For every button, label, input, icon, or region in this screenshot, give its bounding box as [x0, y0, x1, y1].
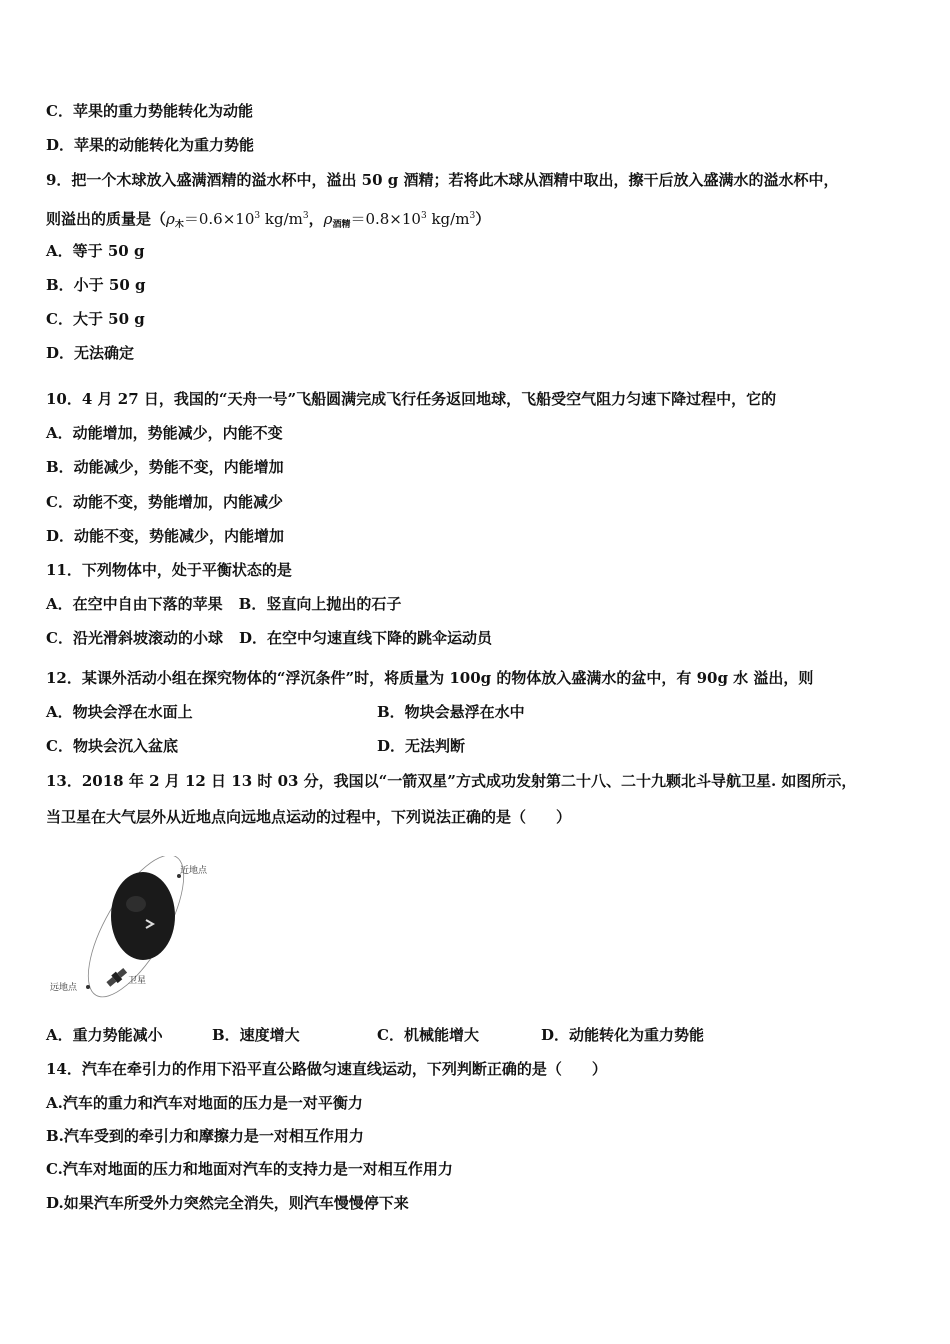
satellite-icon — [105, 966, 128, 988]
q13-option-d: D．动能转化为重力势能 — [541, 1026, 705, 1044]
q14-option-c: C.汽车对地面的压力和地面对汽车的支持力是一对相互作用力 — [46, 1160, 453, 1178]
q11-options-row2 — [46, 628, 492, 648]
q14-option-b: B.汽车受到的牵引力和摩擦力是一对相互作用力 — [46, 1127, 364, 1145]
q9-option-d: D．无法确定 — [46, 344, 135, 362]
label-satellite: 卫星 — [128, 976, 147, 986]
q9-option-a: A．等于 50 g — [46, 242, 145, 260]
q14-option-d: D.如果汽车所受外力突然完全消失，则汽车慢慢停下来 — [46, 1194, 409, 1212]
q13-option-a: A．重力势能减小 — [46, 1026, 163, 1044]
q12-option-c: C．物块会沉入盆底 — [46, 737, 178, 755]
q14-option-a: A.汽车的重力和汽车对地面的压力是一对平衡力 — [46, 1094, 363, 1112]
q14-stem: 14．汽车在牵引力的作用下沿平直公路做匀速直线运动，下列判断正确的是（ ） — [46, 1060, 607, 1078]
label-perigee: 近地点 — [180, 866, 208, 876]
q10-option-c: C．动能不变，势能增加，内能减少 — [46, 493, 283, 511]
q9-option-c: C．大于 50 g — [46, 310, 145, 328]
q8-option-c: C．苹果的重力势能转化为动能 — [46, 102, 253, 120]
earth-globe — [111, 872, 175, 960]
q11-options-row1 — [46, 594, 401, 614]
q10-option-d: D．动能不变，势能减少，内能增加 — [46, 527, 285, 545]
q9-stem-line2: 则溢出的质量是（$\rho_木=0.6\times 10^3$ $kg/m^3$，$\rho_{酒精}=0.8\times 10^3$ $kg/m^3$） — [46, 210, 491, 230]
apogee-point — [86, 985, 90, 989]
q11-stem: 11．下列物体中，处于平衡状态的是 — [46, 561, 292, 579]
q13-stem-line2: 当卫星在大气层外从近地点向远地点运动的过程中，下列说法正确的是（ ） — [46, 808, 572, 826]
label-apogee: 远地点 — [50, 983, 78, 993]
q12-option-a: A．物块会浮在水面上 — [46, 703, 193, 721]
q9-stem-line1: 9．把一个木球放入盛满酒精的溢水杯中，溢出 50 g 酒精；若将此木球从酒精中取出，擦干后放入盛满水的溢水杯中， — [46, 171, 839, 189]
q12-stem: 12．某课外活动小组在探究物体的“浮沉条件”时，将质量为 100g 的物体放入盛满水的盆中，有 90g 水 溢出，则 — [46, 669, 814, 687]
satellite-orbit-figure — [48, 856, 218, 1002]
q10-stem: 10．4 月 27 日，我国的“天舟一号”飞船圆满完成飞行任务返回地球，飞船受空气阻力匀速下降过程中，它的 — [46, 390, 777, 408]
q11-option-a: A．在空中自由下落的苹果 — [46, 595, 223, 613]
q9-option-b: B．小于 50 g — [46, 276, 146, 294]
q13-option-c: C．机械能增大 — [377, 1026, 479, 1044]
q12-option-d: D．无法判断 — [377, 737, 466, 755]
q11-option-d: D．在空中匀速直线下降的跳伞运动员 — [238, 629, 492, 647]
q8-option-d: D．苹果的动能转化为重力势能 — [46, 136, 255, 154]
q10-option-b: B．动能减少，势能不变，内能增加 — [46, 458, 284, 476]
q13-stem-line1: 13．2018 年 2 月 12 日 13 时 03 分，我国以“一箭双星”方式成功发射第二十八、二十九颗北斗导航卫星. 如图所示， — [46, 772, 857, 790]
q11-option-b: B．竖直向上抛出的石子 — [238, 595, 402, 613]
q13-option-b: B．速度增大 — [212, 1026, 300, 1044]
q12-option-b: B．物块会悬浮在水中 — [377, 703, 525, 721]
q10-option-a: A．动能增加，势能减少，内能不变 — [46, 424, 283, 442]
q11-option-c: C．沿光滑斜坡滚动的小球 — [46, 629, 223, 647]
